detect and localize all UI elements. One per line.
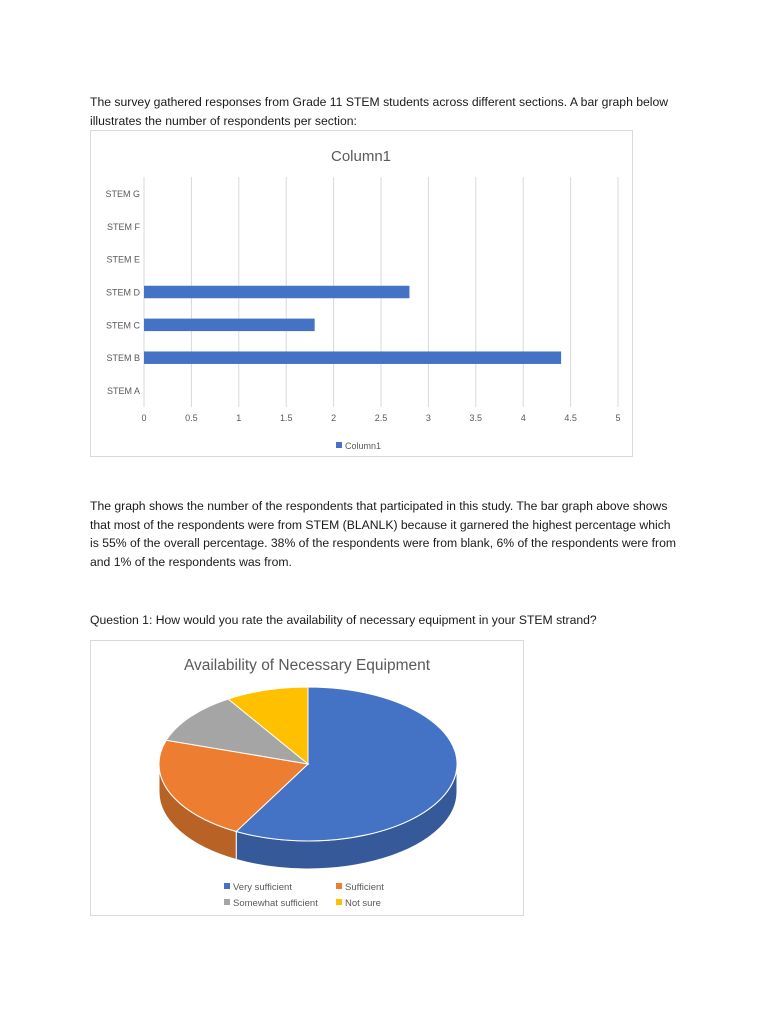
x-tick-label: 1 [236,413,242,423]
y-category-label: STEM B [106,353,140,364]
legend-swatch [224,899,230,905]
pie-chart-container [90,640,524,916]
y-category-label: STEM D [105,287,140,298]
bar [144,351,561,363]
legend-swatch [336,442,342,448]
x-tick-label: 0 [141,413,147,423]
x-tick-label: 2 [331,413,337,423]
bar-chart [91,131,632,456]
y-category-label: STEM C [105,320,140,331]
x-tick-label: 5 [615,413,621,423]
x-tick-label: 2.5 [374,413,388,423]
bar-chart-title: Column1 [330,148,392,165]
legend-label: Somewhat sufficient [233,898,318,909]
legend-label: Column1 [345,441,382,451]
analysis-paragraph: The graph shows the number of the respondents that participated in this study. The bar graph above shows that most of the respondents were from STEM (BLANLK) because it garnered the highest percentage which is 55% of the overall percentage. 38% of the respondents were from blank, 6% of the respondents were from and 1% of the respondents was from. [90,499,677,569]
legend-label: Sufficient [345,882,384,893]
y-category-label: STEM F [107,221,140,232]
pie-chart [91,641,523,915]
x-tick-label: 0.5 [185,413,198,423]
x-tick-label: 4.5 [564,413,577,423]
y-category-label: STEM G [105,188,140,199]
x-tick-label: 3 [425,413,431,423]
pie-chart-title: Availability of Necessary Equipment [183,657,431,674]
legend-swatch [336,883,342,889]
legend-label: Very sufficient [233,882,292,893]
bar-chart-container [90,130,633,457]
x-tick-label: 1.5 [279,413,293,423]
x-tick-label: 4 [520,413,526,423]
y-category-label: STEM E [106,254,140,265]
legend-swatch [336,899,342,905]
question-1-text: Question 1: How would you rate the availability of necessary equipment in your STEM strand? [90,613,597,627]
legend-label: Not sure [345,898,381,909]
bar [144,319,315,331]
y-category-label: STEM A [106,386,140,397]
bar [144,286,409,298]
x-tick-label: 3.5 [469,413,483,423]
legend-swatch [224,883,230,889]
intro-paragraph: The survey gathered responses from Grade 11 STEM students across different sections. A bar graph below illustrates the number of respondents per section: [90,95,669,128]
